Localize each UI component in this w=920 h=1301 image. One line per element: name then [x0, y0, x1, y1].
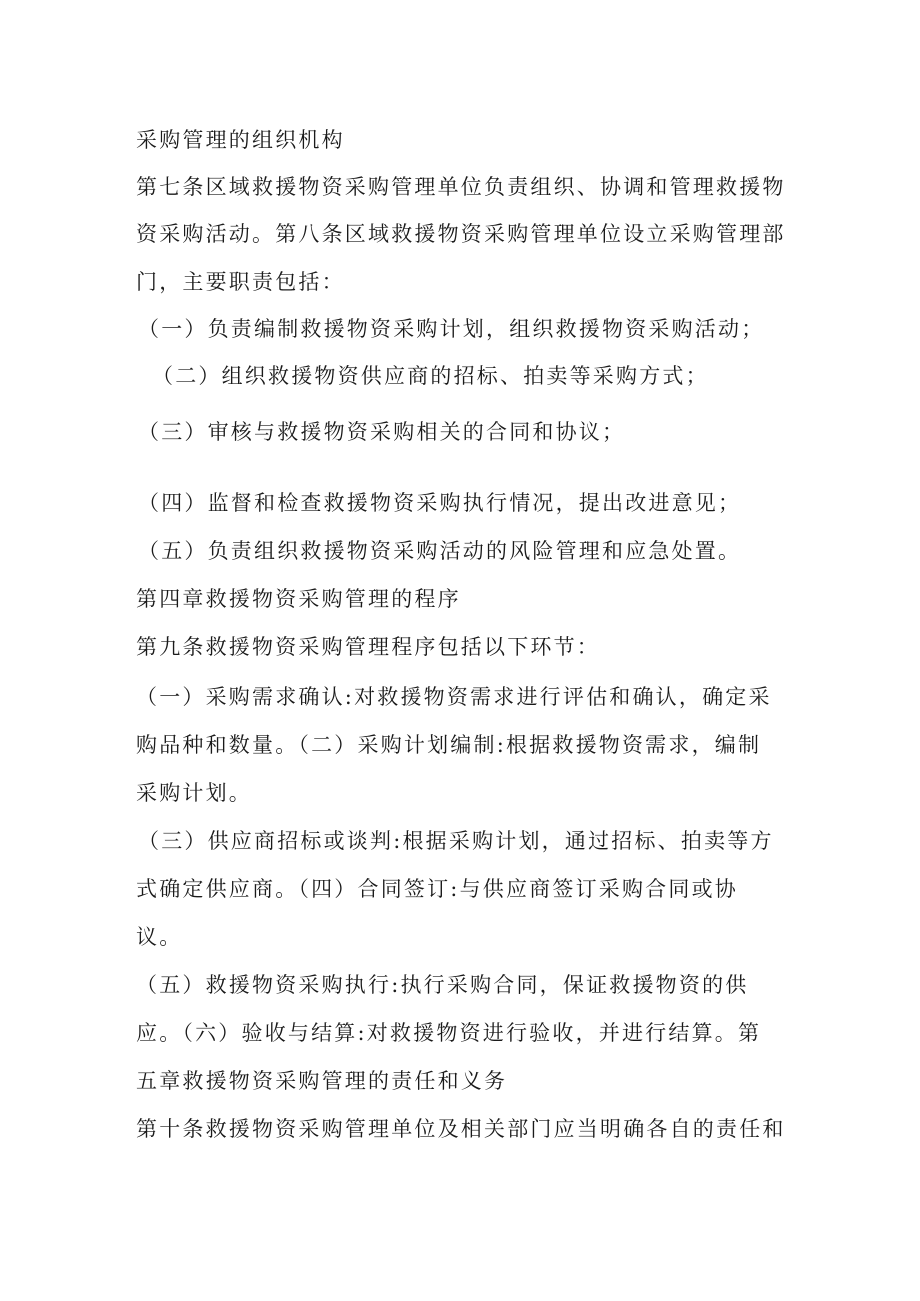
list-item: （一）负责编制救援物资采购计划，组织救援物资采购活动；: [138, 317, 765, 341]
list-item: （一）采购需求确认:对救援物资需求进行评估和确认，确定采: [136, 685, 772, 709]
list-item: （二）组织救援物资供应商的招标、拍卖等采购方式；: [152, 364, 709, 388]
text-line: 应。（六）验收与结算:对救援物资进行验收，并进行结算。第: [136, 1021, 762, 1045]
list-item: （五）负责组织救援物资采购活动的风险管理和应急处置。: [138, 539, 742, 563]
text-line: 资采购活动。第八条区域救援物资采购管理单位设立采购管理部: [136, 222, 786, 246]
text-line: 议。: [136, 925, 183, 949]
chapter-heading: 五章救援物资采购管理的责任和义务: [136, 1069, 508, 1093]
list-item: （五）救援物资采购执行:执行采购合同，保证救援物资的供: [136, 973, 749, 997]
list-item: （三）供应商招标或谈判:根据采购计划，通过招标、拍卖等方: [138, 829, 774, 853]
text-line: 门，主要职责包括：: [136, 270, 345, 294]
text-line: 第九条救援物资采购管理程序包括以下环节：: [136, 635, 600, 659]
text-line: 采购计划。: [136, 781, 252, 805]
section-heading: 采购管理的组织机构: [136, 128, 345, 152]
list-item: （三）审核与救援物资采购相关的合同和协议；: [138, 420, 626, 444]
text-line: 购品种和数量。（二）采购计划编制:根据救援物资需求，编制: [136, 733, 762, 757]
text-line: 第七条区域救援物资采购管理单位负责组织、协调和管理救援物: [136, 175, 786, 199]
text-line: 第十条救援物资采购管理单位及相关部门应当明确各自的责任和: [136, 1117, 786, 1141]
text-line: 式确定供应商。（四）合同签订:与供应商签订采购合同或协: [136, 877, 738, 901]
list-item: （四）监督和检查救援物资采购执行情况，提出改进意见；: [138, 491, 742, 515]
chapter-heading: 第四章救援物资采购管理的程序: [136, 587, 461, 611]
